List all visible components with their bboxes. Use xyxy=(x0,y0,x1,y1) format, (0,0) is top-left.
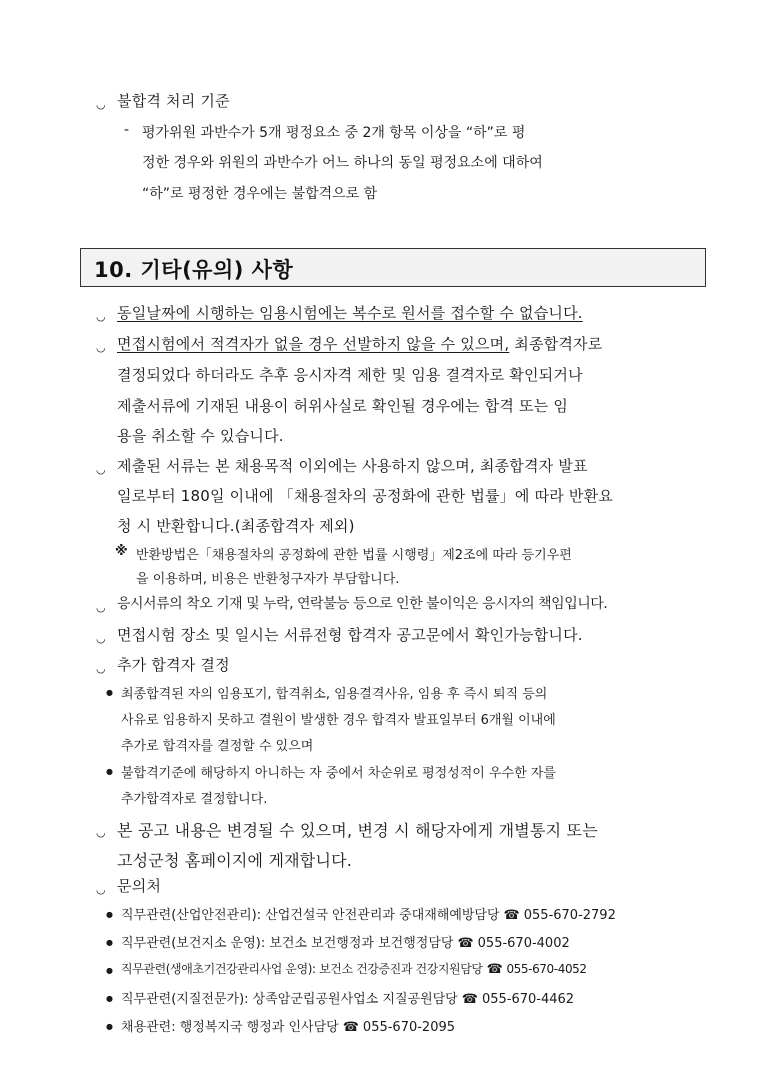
dot-icon: ● xyxy=(106,688,113,697)
phone-icon: ☎ xyxy=(486,962,503,977)
phone-icon: ☎ xyxy=(461,992,478,1007)
dot-icon: ● xyxy=(106,994,113,1003)
note-announcement-change-line-1: 본 공고 내용은 변경될 수 있으며, 변경 시 해당자에게 개별통지 또는 xyxy=(117,821,598,840)
dot-icon: ● xyxy=(106,1022,113,1031)
contact-label: 직무관련(산업안전관리): 산업건설국 안전관리과 중대재해예방담당 xyxy=(121,908,500,923)
bullet-icon: ◡ xyxy=(96,341,106,354)
section-heading-box xyxy=(80,248,706,287)
fail-criteria-line-3: “하”로 평정한 경우에는 불합격으로 함 xyxy=(142,186,378,202)
contacts-title: 문의처 xyxy=(117,877,162,895)
fail-criteria-title: 불합격 처리 기준 xyxy=(117,92,230,110)
note-documents-line-2: 일로부터 180일 이내에 「채용절차의 공정화에 관한 법률」에 따라 반환요 xyxy=(117,487,614,505)
phone-icon: ☎ xyxy=(457,936,474,951)
contact-label: 직무관련(지질전문가): 상족암군립공원사업소 지질공원담당 xyxy=(121,992,458,1007)
note-duplicate-application: 동일날짜에 시행하는 임용시험에는 복수로 원서를 접수할 수 없습니다. xyxy=(117,304,583,322)
note-documents-line-3: 청 시 반환합니다.(최종합격자 제외) xyxy=(117,517,355,535)
note-return-method-line-1: 반환방법은「채용절차의 공정화에 관한 법률 시행령」제2조에 따라 등기우편 xyxy=(136,548,572,563)
contact-line xyxy=(121,960,587,977)
note-selection-line-1 xyxy=(117,333,602,354)
note-selection-line-3: 제출서류에 기재된 내용이 허위사실로 확인될 경우에는 합격 또는 임 xyxy=(117,397,569,415)
bullet-icon: ◡ xyxy=(96,662,106,675)
contact-label: 채용관련: 행정복지국 행정과 인사담당 xyxy=(121,1020,339,1035)
dot-icon: ● xyxy=(106,938,113,947)
bullet-icon: ◡ xyxy=(96,826,106,839)
dash-marker: - xyxy=(124,122,130,138)
contact-phone: 055-670-2792 xyxy=(523,908,616,923)
bullet-icon: ◡ xyxy=(96,883,106,896)
fail-criteria-line-1: 평가위원 과반수가 5개 평정요소 중 2개 항목 이상을 “하”로 평 xyxy=(142,125,526,141)
bullet-icon: ◡ xyxy=(96,632,106,645)
note-interview-location: 면접시험 장소 및 일시는 서류전형 합격자 공고문에서 확인가능합니다. xyxy=(117,626,583,644)
contact-line xyxy=(121,1016,455,1035)
dot-icon: ● xyxy=(106,966,113,975)
additional-pass-item-2-line-1: 불합격기준에 해당하지 아니하는 자 중에서 차순위로 평정성적이 우수한 자를 xyxy=(121,766,556,781)
contact-line xyxy=(121,988,574,1007)
contact-label: 직무관련(보건지소 운영): 보건소 보건행정과 보건행정담당 xyxy=(121,936,454,951)
additional-pass-item-1-line-1: 최종합격된 자의 임용포기, 합격취소, 임용결격사유, 임용 후 즉시 퇴직 등의 xyxy=(121,687,548,702)
contact-line xyxy=(121,904,616,923)
note-selection-rest: 최종합격자로 xyxy=(509,335,603,353)
bullet-icon: ◡ xyxy=(96,98,106,111)
dot-icon: ● xyxy=(106,910,113,919)
fail-criteria-line-2: 정한 경우와 위원의 과반수가 어느 하나의 동일 평정요소에 대하여 xyxy=(142,155,543,171)
note-selection-line-4: 용을 취소할 수 있습니다. xyxy=(117,427,284,445)
bullet-icon: ◡ xyxy=(96,310,106,323)
section-heading: 10. 기타(유의) 사항 xyxy=(94,258,294,282)
note-selection-underlined: 면접시험에서 적격자가 없을 경우 선발하지 않을 수 있으며, xyxy=(117,335,510,353)
additional-pass-item-2-line-2: 추가합격자로 결정합니다. xyxy=(121,792,268,807)
bullet-icon: ◡ xyxy=(96,463,106,476)
note-reference-mark: ※ xyxy=(115,544,128,559)
contact-line xyxy=(121,932,570,951)
contact-phone: 055-670-2095 xyxy=(362,1020,456,1035)
contact-label: 직무관련(생애초기건강관리사업 운영): 보건소 건강증진과 건강지원담당 xyxy=(121,962,483,976)
dot-icon: ● xyxy=(106,767,113,776)
note-applicant-responsibility: 응시서류의 착오 기재 및 누락, 연락불능 등으로 인한 불이익은 응시자의 책임입니다. xyxy=(117,596,608,612)
note-return-method-line-2: 을 이용하며, 비용은 반환청구자가 부담합니다. xyxy=(136,572,400,587)
contact-phone: 055-670-4002 xyxy=(477,936,570,951)
additional-pass-item-1-line-2: 사유로 임용하지 못하고 결원이 발생한 경우 합격자 발표일부터 6개월 이내에 xyxy=(121,713,556,728)
note-announcement-change-line-2: 고성군청 홈페이지에 게재합니다. xyxy=(117,851,353,870)
phone-icon: ☎ xyxy=(503,908,520,923)
contact-phone: 055-670-4052 xyxy=(506,962,587,976)
note-selection-line-2: 결정되었다 하더라도 추후 응시자격 제한 및 임용 결격자로 확인되거나 xyxy=(117,366,583,384)
contact-phone: 055-670-4462 xyxy=(481,992,575,1007)
note-additional-pass-title: 추가 합격자 결정 xyxy=(117,656,230,674)
bullet-icon: ◡ xyxy=(96,601,106,614)
note-documents-line-1: 제출된 서류는 본 채용목적 이외에는 사용하지 않으며, 최종합격자 발표 xyxy=(117,457,588,475)
additional-pass-item-1-line-3: 추가로 합격자를 결정할 수 있으며 xyxy=(121,739,314,754)
phone-icon: ☎ xyxy=(342,1020,359,1035)
